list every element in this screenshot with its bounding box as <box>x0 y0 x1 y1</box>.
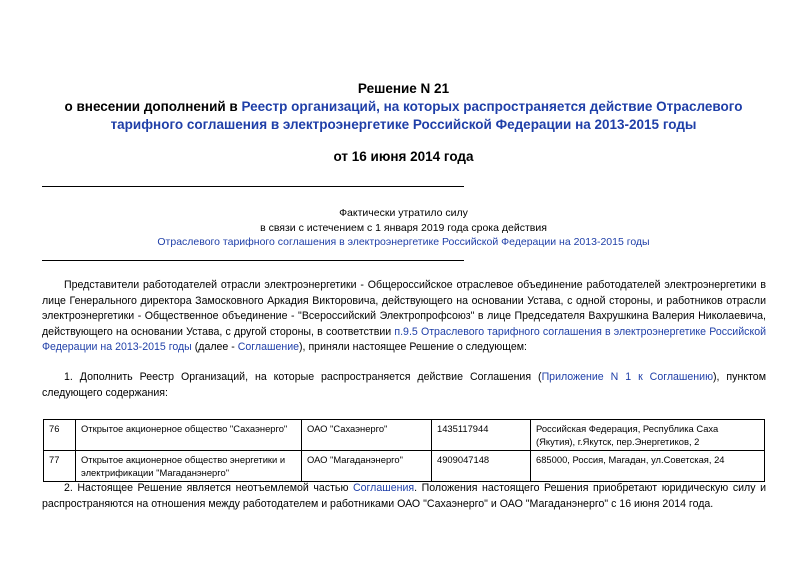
document-date: от 16 июня 2014 года <box>333 149 474 164</box>
intro-paragraph <box>42 278 766 356</box>
status-notice: Фактически утратило силу <box>339 207 468 219</box>
intro-text-2: (далее - <box>191 341 238 354</box>
intro-text: Представители работодателей отрасли электроэнергетики - Общероссийское отраслевое объединение работодателей электроэнергетики в лице Генерального директора Замосковного Аркадия Викторовича, действующего на основании Устава, с одной стороны, и работников отрасли электроэнергетики - Общественное объединение - "Всероссийский Электропрофсоюз" в лице Председателя Вахрушкина Валерия Николаевича, действующего на основании Устава, с другой стороны, в соответствии <box>42 279 766 338</box>
registry-link[interactable]: Реестр организаций, на которых распространяется действие Отраслевого <box>241 99 743 114</box>
divider-bottom <box>42 260 464 261</box>
intro-text-3: ), приняли настоящее Решение о следующем: <box>299 341 527 354</box>
table-row <box>44 451 765 482</box>
item-1-text-2: ), пунктом следующего содержания: <box>42 371 766 399</box>
subtitle-prefix: о внесении дополнений в <box>64 99 242 114</box>
cell-short-name: ОАО "Сахаэнерго" <box>302 420 432 451</box>
cell-num: 77 <box>44 451 76 482</box>
registry-table <box>43 419 765 482</box>
agreement-link-2[interactable]: Соглашения <box>352 482 415 494</box>
item-2-paragraph <box>42 481 766 512</box>
cell-inn: 4909047148 <box>432 451 531 482</box>
appendix-link[interactable]: Приложение N 1 к Соглашению <box>541 371 714 383</box>
cell-name: Открытое акционерное общество энергетики и электрификации "Магаданэнерго" <box>76 451 302 482</box>
document-subtitle-line1 <box>0 98 807 115</box>
item-1-text: 1. Дополнить Реестр Организаций, на которые распространяется действие Соглашения ( <box>64 371 542 383</box>
cell-short-name: ОАО "Магаданэнерго" <box>302 451 432 482</box>
agreement-link[interactable]: Отраслевого тарифного соглашения в электроэнергетике Российской Федерации на 2013-2015 годы <box>157 236 650 248</box>
table-row <box>44 420 765 451</box>
item-1-paragraph <box>42 370 766 401</box>
cell-num: 76 <box>44 420 76 451</box>
document-title: Решение N 21 <box>357 81 450 96</box>
divider-top <box>42 186 464 187</box>
cell-address: 685000, Россия, Магадан, ул.Советская, 24 <box>531 451 765 482</box>
agreement-short-link[interactable]: Соглашение <box>237 341 300 354</box>
item-2-text: 2. Настоящее Решение является неотъемлемой частью <box>64 482 353 494</box>
cell-address: Российская Федерация, Республика Саха (Якутия), г.Якутск, пер.Энергетиков, 2 <box>531 420 765 451</box>
status-notice-reason: в связи с истечением с 1 января 2019 года срока действия <box>260 222 547 234</box>
registry-link-line2[interactable]: тарифного соглашения в электроэнергетике Российской Федерации на 2013-2015 годы <box>110 117 697 132</box>
clause-link[interactable]: п.9.5 Отраслевого тарифного соглашения в электроэнергетике Российской Федерации на 2013-2015 годы <box>42 325 767 354</box>
cell-name: Открытое акционерное общество "Сахаэнерго" <box>76 420 302 451</box>
cell-inn: 1435117944 <box>432 420 531 451</box>
item-2-text-2: . Положения настоящего Решения приобретают юридическую силу и распространяются на отношения между работодателем и работниками ОАО "Сахаэнерго" и ОАО "Магаданэнерго" с 16 июня 2014 года. <box>42 482 767 510</box>
